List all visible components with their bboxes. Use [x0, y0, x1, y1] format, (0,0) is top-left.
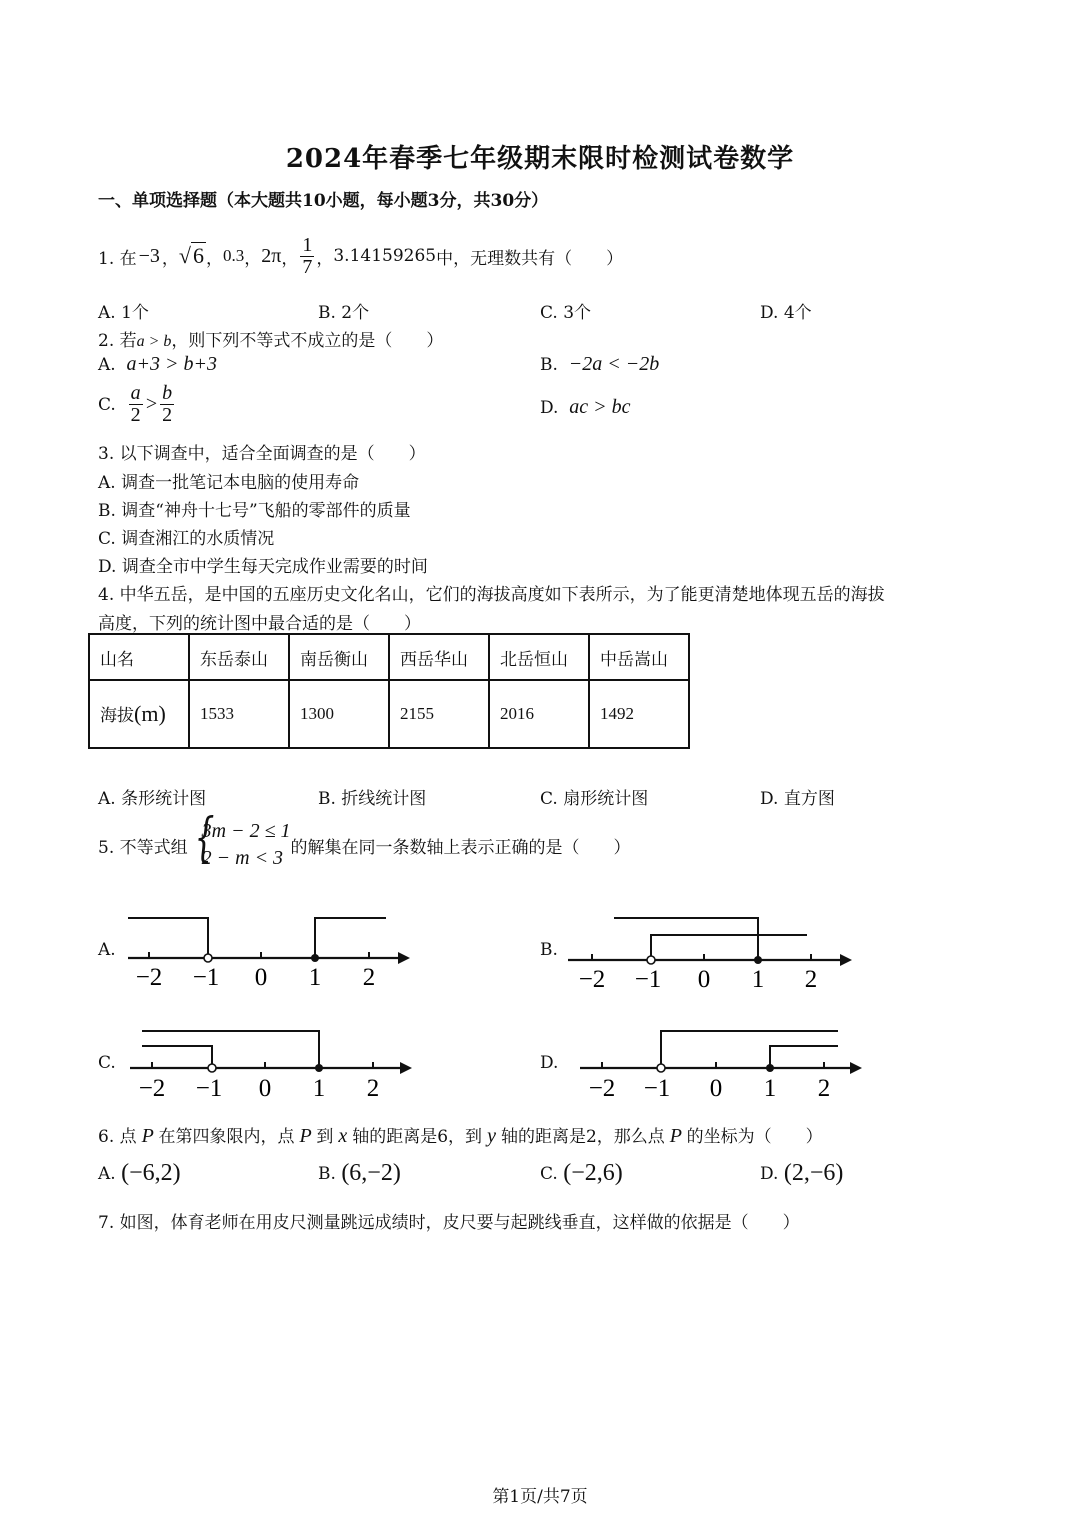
number-line-b — [562, 905, 862, 995]
q5-label-b: B. — [540, 940, 558, 960]
tick-label: −1 — [634, 966, 662, 993]
table-header-cell: 南岳衡山 — [289, 634, 389, 680]
tick-label: 0 — [697, 966, 711, 993]
tick-label: −2 — [135, 964, 163, 991]
tick-label: 1 — [308, 964, 322, 991]
q1-option-a: A. 1个 — [98, 303, 149, 323]
number-line-d — [574, 1020, 874, 1110]
q6-option-c: C. (−2,6) — [540, 1160, 623, 1186]
tick-label: 2 — [362, 964, 376, 991]
tick-label: −2 — [138, 1075, 166, 1102]
page-title: 2024年春季七年级期末限时检测试卷数学 — [285, 144, 795, 174]
q1-num-1: −3 — [138, 244, 160, 267]
tick-label: 1 — [312, 1075, 326, 1102]
q1-stem: 1. 在 −3 ， √6 ， 0.3 ， 2π ， $\frac{1}{7}$ ， 3.14159265 中，无理数共有（ ） — [98, 233, 624, 278]
table-row-label: 海拔(m) — [89, 680, 189, 748]
q3-option-d: D. 调查全市中学生每天完成作业需要的时间 — [98, 557, 428, 577]
open-point — [657, 1064, 665, 1072]
q2-option-d: D. ac > bc — [540, 396, 631, 418]
q7-stem: 7. 如图，体育老师在用皮尺测量跳远成绩时，皮尺要与起跳线垂直，这样做的依据是（ ） — [98, 1213, 800, 1233]
table-header-cell: 北岳恒山 — [489, 634, 589, 680]
q5-stem: 5. 不等式组 { 3m − 2 ≤ 1 2 − m < 3 的解集在同一条数轴上表示正确的是（ ） — [98, 818, 631, 872]
q1-prefix: 1. 在 — [98, 248, 137, 269]
table-cell: 2016 — [489, 680, 589, 748]
q4-option-a: A. 条形统计图 — [98, 789, 207, 809]
q1-sqrt: √6 — [178, 243, 204, 268]
q3-option-a: A. 调查一批笔记本电脑的使用寿命 — [98, 473, 360, 493]
number-line-a — [120, 905, 420, 995]
solution-ray — [651, 935, 807, 960]
tick-label: 2 — [366, 1075, 380, 1102]
solid-point — [754, 956, 762, 964]
q1-num-4: 2π — [261, 244, 282, 267]
q4-option-c: C. 扇形统计图 — [540, 789, 649, 809]
q3-option-c: C. 调查湘江的水质情况 — [98, 529, 275, 549]
table-row — [89, 680, 689, 748]
tick-label: 2 — [817, 1075, 831, 1102]
solution-ray — [128, 918, 208, 958]
solution-ray — [142, 1031, 319, 1068]
q2-option-b: B. −2a < −2b — [540, 353, 660, 375]
tick-label: −1 — [192, 964, 220, 991]
open-point — [204, 954, 212, 962]
solution-ray — [315, 918, 386, 958]
q6-option-b: B. (6,−2) — [318, 1160, 401, 1186]
q4-stem-line2: 高度，下列的统计图中最合适的是（ ） — [98, 614, 421, 634]
tick-label: −1 — [195, 1075, 223, 1102]
tick-label: 1 — [763, 1075, 777, 1102]
q1-suffix: 中，无理数共有（ ） — [436, 248, 624, 269]
solution-ray — [770, 1046, 838, 1068]
q3-option-b: B. 调查“神舟十七号”飞船的零部件的质量 — [98, 501, 411, 521]
q5-label-c: C. — [98, 1053, 116, 1073]
q6-stem: 6. 点 P 在第四象限内，点 P 到 x 轴的距离是6，到 y 轴的距离是2，那么点 P 的坐标为（ ） — [98, 1125, 823, 1147]
tick-label: −2 — [588, 1075, 616, 1102]
q2-option-c: C. $\frac{a}{2}$ > $\frac{b}{2}$ — [98, 382, 173, 426]
q1-option-c: C. 3个 — [540, 303, 592, 323]
q5-system: { 3m − 2 ≤ 1 2 − m < 3 — [194, 808, 291, 869]
tick-label: 0 — [254, 964, 268, 991]
solid-point — [311, 954, 319, 962]
table-cell: 1533 — [189, 680, 289, 748]
q3-stem: 3. 以下调查中，适合全面调查的是（ ） — [98, 444, 426, 464]
section-heading: 一、单项选择题（本大题共10小题，每小题3分，共30分） — [98, 191, 549, 211]
tick-label: −1 — [643, 1075, 671, 1102]
open-point — [208, 1064, 216, 1072]
table-cell: 1300 — [289, 680, 389, 748]
altitude-table — [88, 633, 690, 749]
axis-arrow — [840, 954, 852, 966]
table-header-cell: 山名 — [89, 634, 189, 680]
q4-option-b: B. 折线统计图 — [318, 789, 427, 809]
tick-label: 0 — [709, 1075, 723, 1102]
q1-fraction: $\frac{1}{7}$ — [302, 233, 313, 278]
q6-option-d: D. (2,−6) — [760, 1160, 844, 1186]
q1-num-3: 0.3 — [222, 246, 245, 265]
q1-option-b: B. 2个 — [318, 303, 370, 323]
table-header-row — [89, 634, 689, 680]
tick-label: −2 — [578, 966, 606, 993]
table-header-cell: 中岳嵩山 — [589, 634, 689, 680]
open-point — [647, 956, 655, 964]
q2-stem: 2. 若a > b，则下列不等式不成立的是（ ） — [98, 331, 444, 351]
tick-label: 1 — [751, 966, 765, 993]
q5-label-a: A. — [98, 940, 116, 960]
solution-ray — [661, 1031, 838, 1068]
number-line-c — [120, 1020, 420, 1110]
q2-option-a: A. a+3 > b+3 — [98, 353, 217, 375]
table-cell: 2155 — [389, 680, 489, 748]
solid-point — [315, 1064, 323, 1072]
tick-label: 2 — [804, 966, 818, 993]
q6-option-a: A. (−6,2) — [98, 1160, 181, 1186]
axis-arrow — [850, 1062, 862, 1074]
q4-stem-line1: 4. 中华五岳，是中国的五座历史文化名山，它们的海拔高度如下表所示，为了能更清楚地体现五岳的海拔 — [98, 585, 885, 605]
solution-ray — [614, 918, 758, 960]
q1-option-d: D. 4个 — [760, 303, 812, 323]
axis-arrow — [400, 1062, 412, 1074]
q5-label-d: D. — [540, 1053, 559, 1073]
tick-label: 0 — [258, 1075, 272, 1102]
axis-arrow — [398, 952, 410, 964]
page-footer: 第1页/共7页 — [492, 1487, 588, 1507]
table-cell: 1492 — [589, 680, 689, 748]
solid-point — [766, 1064, 774, 1072]
table-header-cell: 西岳华山 — [389, 634, 489, 680]
table-header-cell: 东岳泰山 — [189, 634, 289, 680]
q4-option-d: D. 直方图 — [760, 789, 835, 809]
q1-num-6: 3.14159265 — [333, 246, 437, 266]
